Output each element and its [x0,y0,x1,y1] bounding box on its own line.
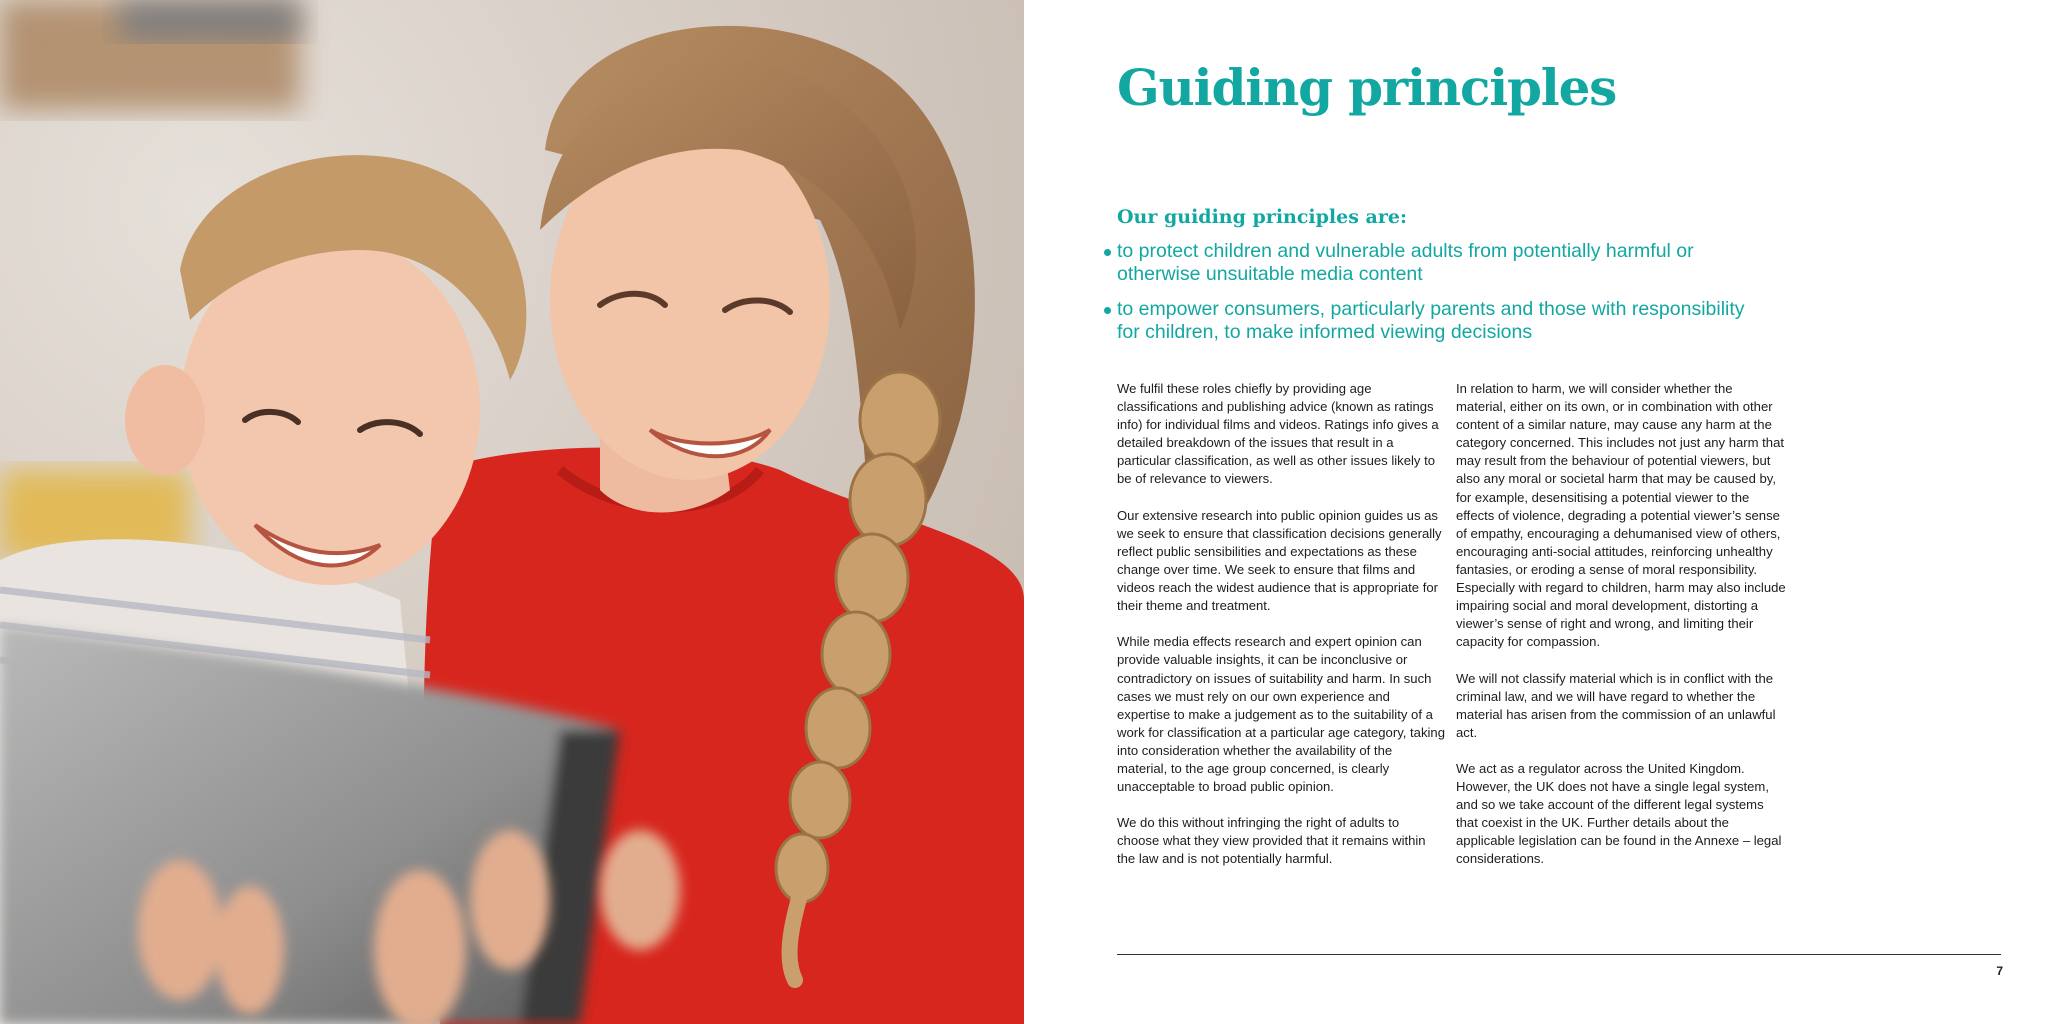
bullet-icon [1104,307,1111,314]
body-paragraph: While media effects research and expert opinion can provide valuable insights, it can be inconclusive or contradictory on issues of suitability and harm. In such cases we must rely on our own experience and expertise to make a judgement as to the suitability of a work for classification at a particular age category, taking into consideration whether the availability of the material, to the age group concerned, is clearly unacceptable to broad public opinion. [1117,634,1445,795]
body-paragraph: We do this without infringing the right of adults to choose what they view provided that it remains within the law and is not potentially harmful. [1117,815,1426,867]
bullet-icon [1104,249,1111,256]
body-paragraph: Our extensive research into public opinion guides us as we seek to ensure that classification decisions generally reflect public sensibilities and expectations as these change over time. We seek to ensure that films and videos reach the widest audience that is appropriate for their theme and treatment. [1117,507,1442,614]
text-page [1024,0,2048,1024]
principles-list [1117,240,1757,356]
body-column-left [1117,380,1445,887]
body-paragraph: We act as a regulator across the United Kingdom. However, the UK does not have a single legal system, and so we take account of the different legal systems that coexist in the UK. Further details about the applicable legislation can be found in the Annexe – legal considerations. [1456,760,1782,867]
principle-item [1117,240,1757,286]
page-number: 7 [1996,964,2003,978]
principle-text: to empower consumers, particularly parents and those with responsibility for children, to make informed viewing decisions [1117,298,1745,343]
body-column-right [1456,380,1786,887]
principle-text: to protect children and vulnerable adults from potentially harmful or otherwise unsuitable media content [1117,240,1694,285]
principle-item [1117,298,1757,344]
page-title: Guiding principles [1117,58,1617,117]
principles-intro: Our guiding principles are: [1117,206,1407,228]
body-paragraph: We will not classify material which is in conflict with the criminal law, and we will have regard to whether the material has arisen from the commission of an unlawful act. [1456,670,1776,740]
body-paragraph: We fulfil these roles chiefly by providing age classifications and publishing advice (known as ratings info) for individual films and videos. Ratings info gives a detailed breakdown of the issues that result in a particular classification, as well as other issues likely to be of relevance to viewers. [1117,381,1439,487]
footer-divider [1117,954,2001,955]
body-paragraph: In relation to harm, we will consider whether the material, either on its own, or in combination with other content of a similar nature, may cause any harm at the category concerned. This includes not just any harm that may result from the behaviour of potential viewers, but also any moral or societal harm that may be caused by, for example, desensitising a potential viewer to the effects of violence, degrading a potential viewer’s sense of empathy, encouraging a dehumanised view of others, encouraging anti-social attitudes, reinforcing unhealthy fantasies, or eroding a sense of moral responsibility. Especially with regard to children, harm may also include impairing social and moral development, distorting a viewer’s sense of right and wrong, and limiting their capacity for compassion. [1456,381,1786,650]
